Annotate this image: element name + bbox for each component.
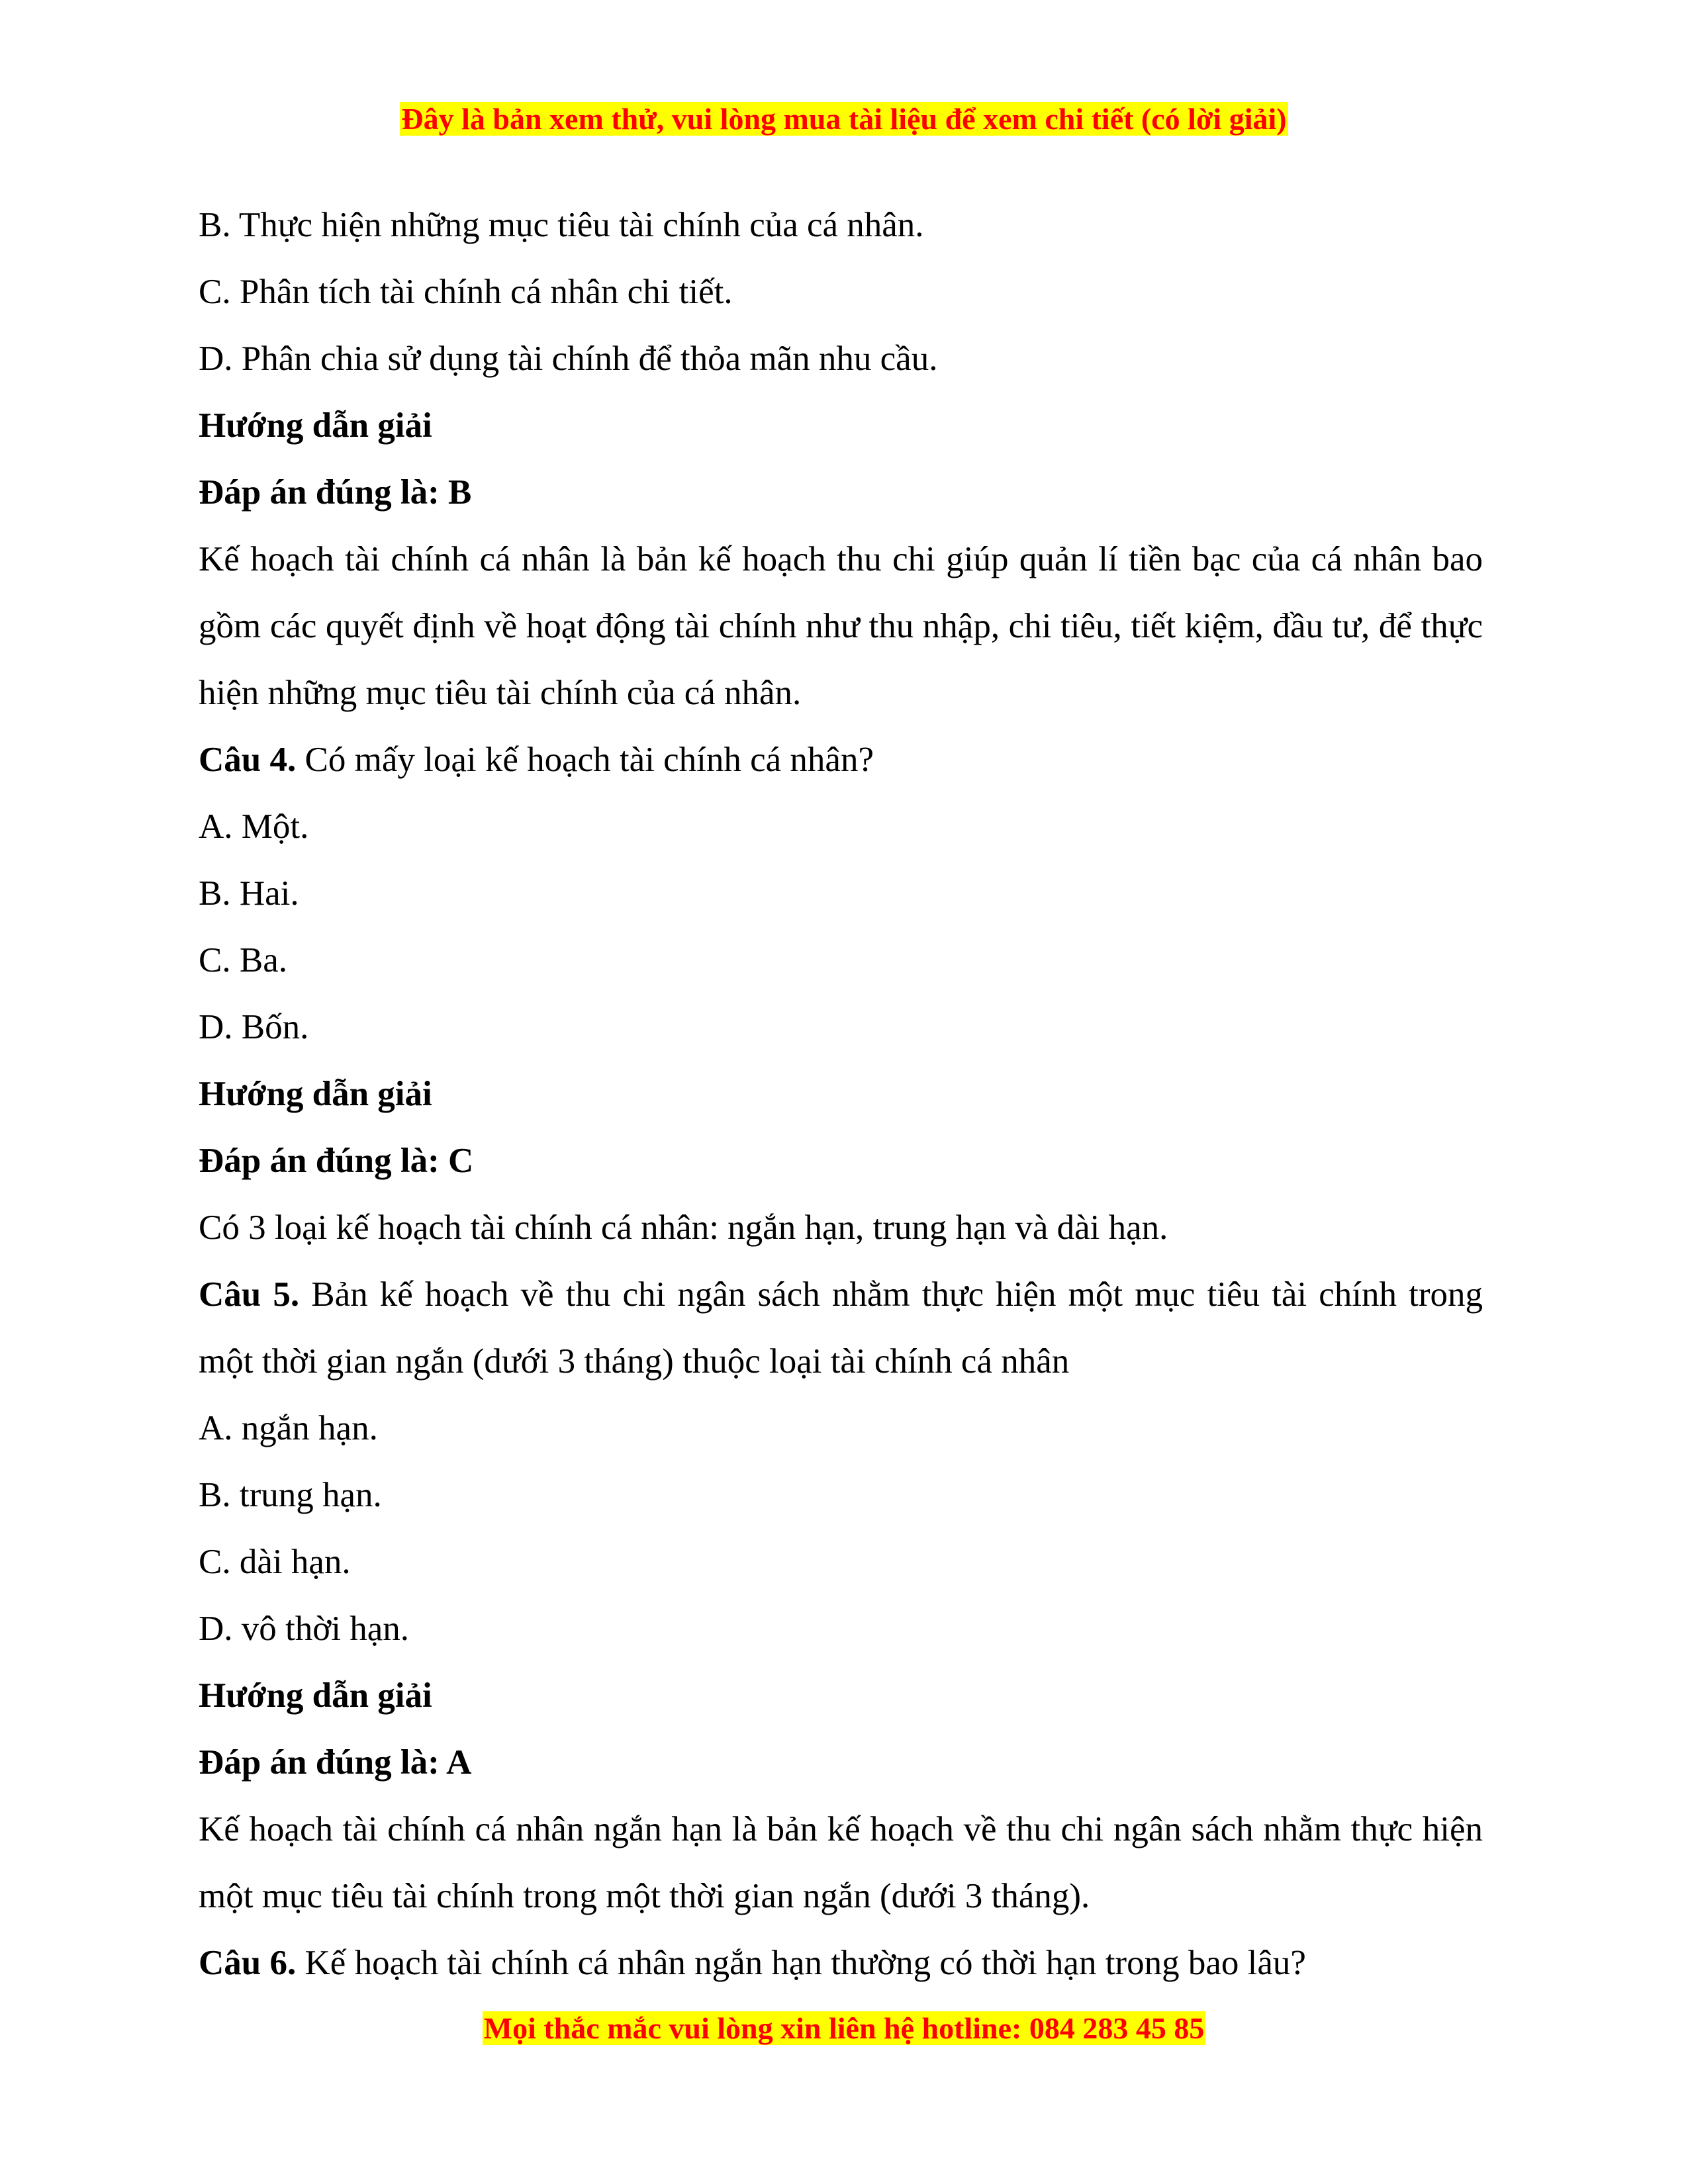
q6-text: Kế hoạch tài chính cá nhân ngắn hạn thường có thời hạn trong bao lâu?	[296, 1944, 1306, 1982]
q6-label: Câu 6.	[199, 1944, 297, 1982]
q3-guide-title: Hướng dẫn giải	[199, 406, 432, 445]
q4-text: Có mấy loại kế hoạch tài chính cá nhân?	[296, 741, 874, 779]
q4-option-c: C. Ba.	[199, 941, 287, 979]
q4-answer: Đáp án đúng là: C	[199, 1142, 474, 1180]
q5-option-c: C. dài hạn.	[199, 1543, 351, 1581]
q6-question	[199, 1930, 1483, 1997]
q5-option-d: D. vô thời hạn.	[199, 1610, 410, 1648]
preview-notice-banner	[0, 99, 1688, 139]
q4-label: Câu 4.	[199, 741, 297, 779]
q5-answer: Đáp án đúng là: A	[199, 1743, 472, 1782]
q4-explanation: Có 3 loại kế hoạch tài chính cá nhân: ngắn hạn, trung hạn và dài hạn.	[199, 1208, 1168, 1247]
hotline-notice-banner	[0, 2009, 1688, 2048]
q5-option-b: B. trung hạn.	[199, 1476, 382, 1514]
document-body	[199, 192, 1483, 1997]
q4-option-a: A. Một.	[199, 807, 309, 846]
hotline-notice-text: Mọi thắc mắc vui lòng xin liên hệ hotline: 084 283 45 85	[483, 2011, 1205, 2045]
q5-explanation: Kế hoạch tài chính cá nhân ngắn hạn là bản kế hoạch về thu chi ngân sách nhằm thực hiện một mục tiêu tài chính trong một thời gian ngắn (dưới 3 tháng).	[199, 1810, 1483, 1915]
q3-answer: Đáp án đúng là: B	[199, 473, 472, 512]
q3-explanation: Kế hoạch tài chính cá nhân là bản kế hoạch thu chi giúp quản lí tiền bạc của cá nhân bao gồm các quyết định về hoạt động tài chính như thu nhập, chi tiêu, tiết kiệm, đầu tư, để thực hiện những mục tiêu tài chính của cá nhân.	[199, 540, 1483, 712]
q4-option-b: B. Hai.	[199, 874, 299, 913]
preview-notice-text: Đây là bản xem thử, vui lòng mua tài liệu để xem chi tiết (có lời giải)	[401, 102, 1287, 136]
q3-option-c: C. Phân tích tài chính cá nhân chi tiết.	[199, 273, 733, 311]
q5-text: Bản kế hoạch về thu chi ngân sách nhằm thực hiện một mục tiêu tài chính trong một thời gian ngắn (dưới 3 tháng) thuộc loại tài chính cá nhân	[199, 1275, 1483, 1381]
q3-option-b: B. Thực hiện những mục tiêu tài chính của cá nhân.	[199, 206, 924, 244]
q5-guide-title: Hướng dẫn giải	[199, 1676, 432, 1715]
q3-option-d: D. Phân chia sử dụng tài chính để thỏa mãn nhu cầu.	[199, 340, 938, 378]
q5-label: Câu 5.	[199, 1275, 300, 1314]
q5-question	[199, 1261, 1483, 1395]
q5-option-a: A. ngắn hạn.	[199, 1409, 378, 1447]
q4-guide-title: Hướng dẫn giải	[199, 1075, 432, 1113]
q4-option-d: D. Bốn.	[199, 1008, 309, 1046]
q4-question	[199, 727, 1483, 794]
